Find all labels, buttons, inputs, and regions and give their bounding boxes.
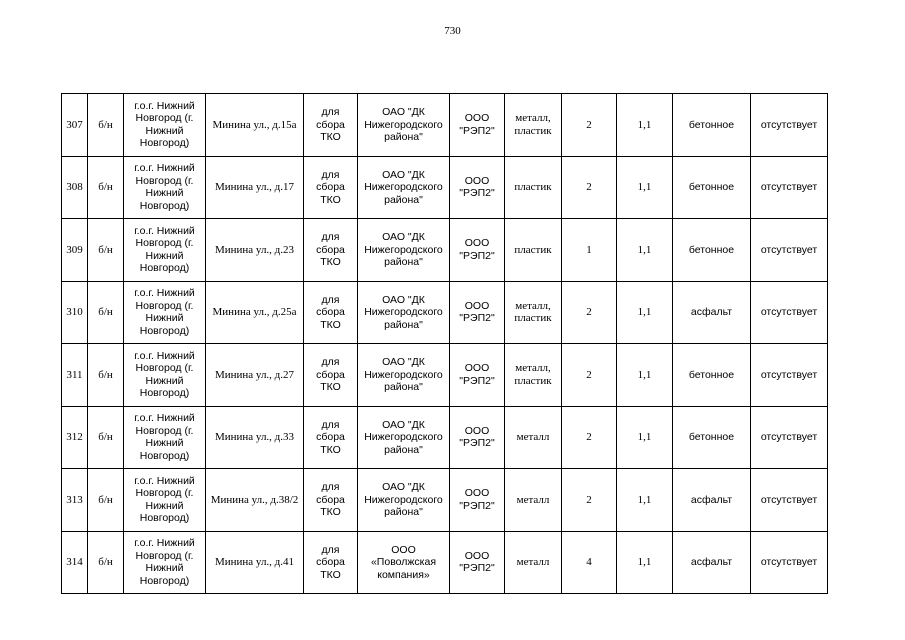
cell-container-volume: 1,1 <box>617 156 673 219</box>
cell-purpose: для сбора ТКО <box>304 219 358 282</box>
cell-container-volume: 1,1 <box>617 281 673 344</box>
cell-container-count: 2 <box>562 469 617 532</box>
cell-row-number: 307 <box>62 94 88 157</box>
cell-row-number: 308 <box>62 156 88 219</box>
cell-container-material: металл <box>505 531 562 594</box>
cell-locality: г.о.г. Нижний Новгород (г. Нижний Новгород) <box>124 406 206 469</box>
cell-code: б/н <box>88 531 124 594</box>
cell-code: б/н <box>88 219 124 282</box>
table-row <box>62 344 828 407</box>
cell-address: Минина ул., д.17 <box>206 156 304 219</box>
cell-row-number: 313 <box>62 469 88 532</box>
cell-container-count: 2 <box>562 406 617 469</box>
cell-owner: ОАО "ДК Нижегородского района" <box>358 156 450 219</box>
cell-code: б/н <box>88 281 124 344</box>
cell-container-volume: 1,1 <box>617 531 673 594</box>
cell-fence: отсутствует <box>751 219 828 282</box>
cell-address: Минина ул., д.41 <box>206 531 304 594</box>
cell-container-material: пластик <box>505 219 562 282</box>
cell-purpose: для сбора ТКО <box>304 156 358 219</box>
cell-surface-type: бетонное <box>673 219 751 282</box>
cell-locality: г.о.г. Нижний Новгород (г. Нижний Новгород) <box>124 344 206 407</box>
cell-container-count: 1 <box>562 219 617 282</box>
cell-purpose: для сбора ТКО <box>304 344 358 407</box>
cell-container-volume: 1,1 <box>617 406 673 469</box>
cell-locality: г.о.г. Нижний Новгород (г. Нижний Новгород) <box>124 156 206 219</box>
cell-fence: отсутствует <box>751 469 828 532</box>
cell-operator: ООО "РЭП2" <box>450 406 505 469</box>
cell-container-volume: 1,1 <box>617 219 673 282</box>
cell-address: Минина ул., д.27 <box>206 344 304 407</box>
cell-owner: ОАО "ДК Нижегородского района" <box>358 406 450 469</box>
cell-container-material: пластик <box>505 156 562 219</box>
cell-address: Минина ул., д.15а <box>206 94 304 157</box>
cell-fence: отсутствует <box>751 94 828 157</box>
cell-owner: ОАО "ДК Нижегородского района" <box>358 94 450 157</box>
cell-operator: ООО "РЭП2" <box>450 281 505 344</box>
cell-operator: ООО "РЭП2" <box>450 94 505 157</box>
table-row <box>62 406 828 469</box>
cell-container-material: металл, пластик <box>505 344 562 407</box>
cell-owner: ОАО "ДК Нижегородского района" <box>358 219 450 282</box>
cell-fence: отсутствует <box>751 531 828 594</box>
cell-operator: ООО "РЭП2" <box>450 156 505 219</box>
cell-code: б/н <box>88 406 124 469</box>
cell-code: б/н <box>88 469 124 532</box>
cell-container-material: металл <box>505 469 562 532</box>
cell-surface-type: асфальт <box>673 531 751 594</box>
cell-fence: отсутствует <box>751 406 828 469</box>
cell-owner: ОАО "ДК Нижегородского района" <box>358 469 450 532</box>
cell-address: Минина ул., д.38/2 <box>206 469 304 532</box>
cell-owner: ООО «Поволжская компания» <box>358 531 450 594</box>
cell-container-material: металл, пластик <box>505 94 562 157</box>
cell-operator: ООО "РЭП2" <box>450 344 505 407</box>
table-row <box>62 281 828 344</box>
cell-fence: отсутствует <box>751 156 828 219</box>
cell-fence: отсутствует <box>751 344 828 407</box>
cell-operator: ООО "РЭП2" <box>450 219 505 282</box>
cell-locality: г.о.г. Нижний Новгород (г. Нижний Новгород) <box>124 94 206 157</box>
cell-fence: отсутствует <box>751 281 828 344</box>
cell-purpose: для сбора ТКО <box>304 469 358 532</box>
cell-purpose: для сбора ТКО <box>304 94 358 157</box>
cell-purpose: для сбора ТКО <box>304 406 358 469</box>
table-row <box>62 469 828 532</box>
cell-row-number: 312 <box>62 406 88 469</box>
cell-address: Минина ул., д.23 <box>206 219 304 282</box>
cell-container-volume: 1,1 <box>617 469 673 532</box>
cell-container-volume: 1,1 <box>617 94 673 157</box>
cell-operator: ООО "РЭП2" <box>450 469 505 532</box>
cell-row-number: 310 <box>62 281 88 344</box>
cell-operator: ООО "РЭП2" <box>450 531 505 594</box>
cell-code: б/н <box>88 344 124 407</box>
table-row <box>62 94 828 157</box>
cell-surface-type: бетонное <box>673 94 751 157</box>
cell-container-count: 2 <box>562 344 617 407</box>
cell-container-material: металл <box>505 406 562 469</box>
cell-address: Минина ул., д.33 <box>206 406 304 469</box>
table-body <box>62 94 828 594</box>
cell-row-number: 311 <box>62 344 88 407</box>
cell-purpose: для сбора ТКО <box>304 531 358 594</box>
table-row <box>62 219 828 282</box>
cell-locality: г.о.г. Нижний Новгород (г. Нижний Новгород) <box>124 281 206 344</box>
cell-locality: г.о.г. Нижний Новгород (г. Нижний Новгород) <box>124 469 206 532</box>
cell-row-number: 314 <box>62 531 88 594</box>
cell-container-count: 2 <box>562 281 617 344</box>
cell-container-count: 2 <box>562 156 617 219</box>
cell-surface-type: бетонное <box>673 344 751 407</box>
table-row <box>62 531 828 594</box>
cell-locality: г.о.г. Нижний Новгород (г. Нижний Новгород) <box>124 531 206 594</box>
cell-surface-type: асфальт <box>673 281 751 344</box>
cell-code: б/н <box>88 156 124 219</box>
cell-row-number: 309 <box>62 219 88 282</box>
cell-surface-type: бетонное <box>673 156 751 219</box>
page-number: 730 <box>444 25 461 37</box>
cell-container-count: 4 <box>562 531 617 594</box>
cell-container-material: металл, пластик <box>505 281 562 344</box>
cell-locality: г.о.г. Нижний Новгород (г. Нижний Новгород) <box>124 219 206 282</box>
cell-code: б/н <box>88 94 124 157</box>
cell-owner: ОАО "ДК Нижегородского района" <box>358 281 450 344</box>
cell-container-count: 2 <box>562 94 617 157</box>
cell-container-volume: 1,1 <box>617 344 673 407</box>
cell-purpose: для сбора ТКО <box>304 281 358 344</box>
cell-surface-type: асфальт <box>673 469 751 532</box>
cell-address: Минина ул., д.25а <box>206 281 304 344</box>
waste-sites-table <box>61 93 828 594</box>
cell-owner: ОАО "ДК Нижегородского района" <box>358 344 450 407</box>
cell-surface-type: бетонное <box>673 406 751 469</box>
table-row <box>62 156 828 219</box>
